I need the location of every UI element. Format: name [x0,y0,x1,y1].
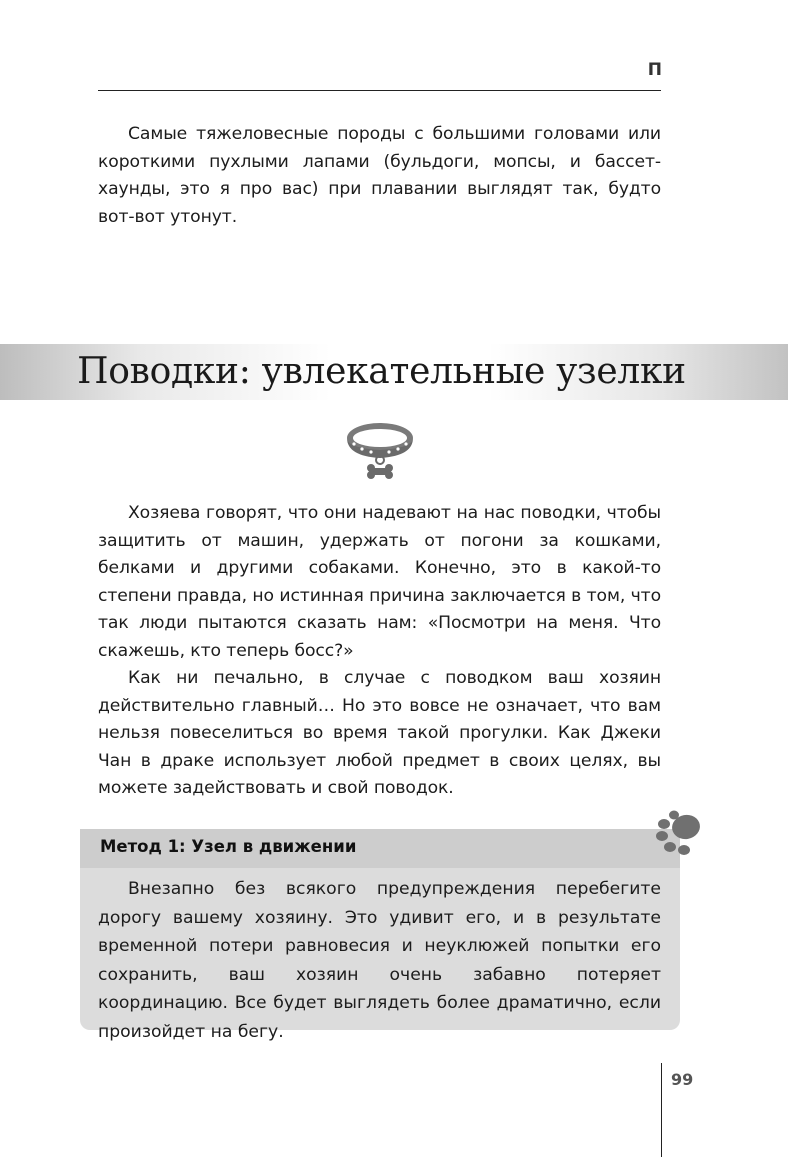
method-title: Метод 1: Узел в движении [80,829,680,868]
section-paragraph: Как ни печально, в случае с поводком ваш хозяин действительно главный… Но это вовсе не означает, что вам нельзя повеселиться во время такой прогулки. Как Джеки Чан в драке использует любой предмет в своих целях, вы можете задействовать и свой поводок. [98,668,661,798]
paw-icon [652,808,704,860]
method-text: Внезапно без всякого предупреждения перебегите дорогу вашему хозяину. Это удивит его, и в результате временной потери равновесия и неуклюжей попытки его сохранить, ваш хозяин очень забавно потеряет координацию. Все будет выглядеть более драматично, если произойдет на бегу. [98,879,661,1042]
footer-divider [661,1063,662,1157]
collar-icon [344,418,416,484]
method-callout-box [80,829,680,1042]
page-number: 99 [671,1070,694,1089]
section-paragraph: Хозяева говорят, что они надевают на нас поводки, чтобы защитить от машин, удержать от погони за кошками, белками и другими собаками. Конечно, это в какой-то степени правда, но истинная причина заключается в том, что так люди пытаются сказать нам: «Посмотри на меня. Что скажешь, кто теперь босс?» [98,503,661,661]
intro-paragraph: Самые тяжеловесные породы с большими головами или короткими пухлыми лапами (бульдоги, мопсы, и бассет-хаунды, это я про вас) при плавании выглядят так, будто вот-вот утонут. [98,124,661,227]
running-header-letter: П [647,60,662,80]
header-divider [98,90,661,91]
section-title: Поводки: увлекательные узелки [77,351,686,392]
